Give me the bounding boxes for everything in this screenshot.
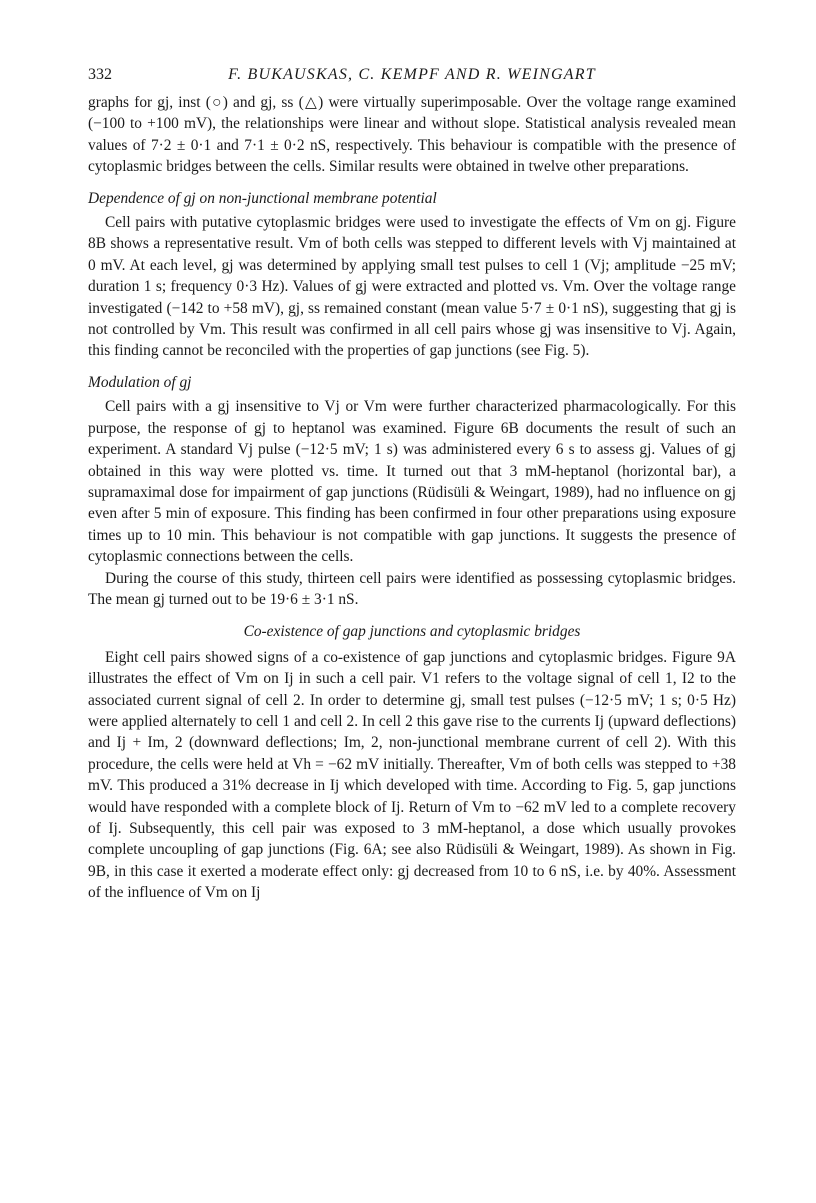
section-heading-modulation: Modulation of gj xyxy=(88,373,192,391)
paragraph-vm-dependence: Cell pairs with putative cytoplasmic bridges were used to investigate the effects of Vm on gj. Figure 8B shows a representative result. Vm of both cells was stepped to different levels with Vj maintained at 0 mV. At each level, gj was determined by applying small test pulses to cell 1 (Vj; amplitude −25 mV; duration 1 s; frequency 0·3 Hz). Values of gj were extracted and plotted vs. Vm. Over the voltage range investigated (−142 to +58 mV), gj, ss remained constant (mean value 5·7 ± 0·1 nS), suggesting that gj is not controlled by Vm. This result was confirmed in all cell pairs whose gj was insensitive to Vj. Again, this finding cannot be reconciled with the properties of gap junctions (see Fig. 5). xyxy=(88,214,736,360)
page xyxy=(88,64,736,904)
paragraph-modulation: Cell pairs with a gj insensitive to Vj or Vm were further characterized pharmacologically. For this purpose, the response of gj to heptanol was examined. Figure 6B documents the result of such an experiment. A standard Vj pulse (−12·5 mV; 1 s) was administered every 6 s to assess gj. Values of gj obtained in this way were plotted vs. time. It turned out that 3 mM-heptanol (horizontal bar), a supramaximal dose for impairment of gap junctions (Rüdisüli & Weingart, 1989), had no influence on gj even after 5 min of exposure. This finding has been confirmed in four other preparations using exposure times up to 10 min. This behaviour is not compatible with gap junctions. It suggests the presence of cytoplasmic connections between the cells. xyxy=(88,398,736,566)
page-header xyxy=(88,64,736,92)
running-head: F. BUKAUSKAS, C. KEMPF AND R. WEINGART xyxy=(228,66,596,83)
page-number: 332 xyxy=(88,66,112,83)
section-heading-vm-dependence: Dependence of gj on non-junctional membrane potential xyxy=(88,189,437,207)
paragraph-coexistence: Eight cell pairs showed signs of a co-existence of gap junctions and cytoplasmic bridges. Figure 9A illustrates the effect of Vm on Ij in such a cell pair. V1 refers to the voltage signal of cell 1, I2 to the associated current signal of cell 2. In order to determine gj, small test pulses (−12·5 mV; 1 s; 0·5 Hz) were applied alternately to cell 1 and cell 2. In cell 2 this gave rise to the currents Ij (upward deflections) and Ij + Im, 2 (downward deflections; Im, 2, non-junctional membrane current of cell 2). With this procedure, the cells were held at Vh = −62 mV initially. Thereafter, Vm of both cells was stepped to +38 mV. This produced a 31% decrease in Ij which developed with time. According to Fig. 5, gap junctions would have responded with a complete block of Ij. Return of Vm to −62 mV led to a complete recovery of Ij. Subsequently, this cell pair was exposed to 3 mM-heptanol, a dose which usually provokes complete uncoupling of gap junctions (Fig. 6A; see also Rüdisüli & Weingart, 1989). As shown in Fig. 9B, in this case it exerted a moderate effect only: gj decreased from 10 to 6 nS, i.e. by 40%. Assessment of the influence of Vm on Ij xyxy=(88,648,736,902)
paragraph-summary: During the course of this study, thirteen cell pairs were identified as possessing cytoplasmic bridges. The mean gj turned out to be 19·6 ± 3·1 nS. xyxy=(88,569,736,608)
paragraph-continued: graphs for gj, inst (○) and gj, ss (△) were virtually superimposable. Over the voltage range examined (−100 to +100 mV), the relationships were linear and without slope. Statistical analysis revealed mean values of 7·2 ± 0·1 and 7·1 ± 0·2 nS, respectively. This behaviour is compatible with the presence of cytoplasmic bridges between the cells. Similar results were obtained in twelve other preparations. xyxy=(88,94,736,176)
section-heading-coexistence: Co-existence of gap junctions and cytoplasmic bridges xyxy=(243,623,581,641)
